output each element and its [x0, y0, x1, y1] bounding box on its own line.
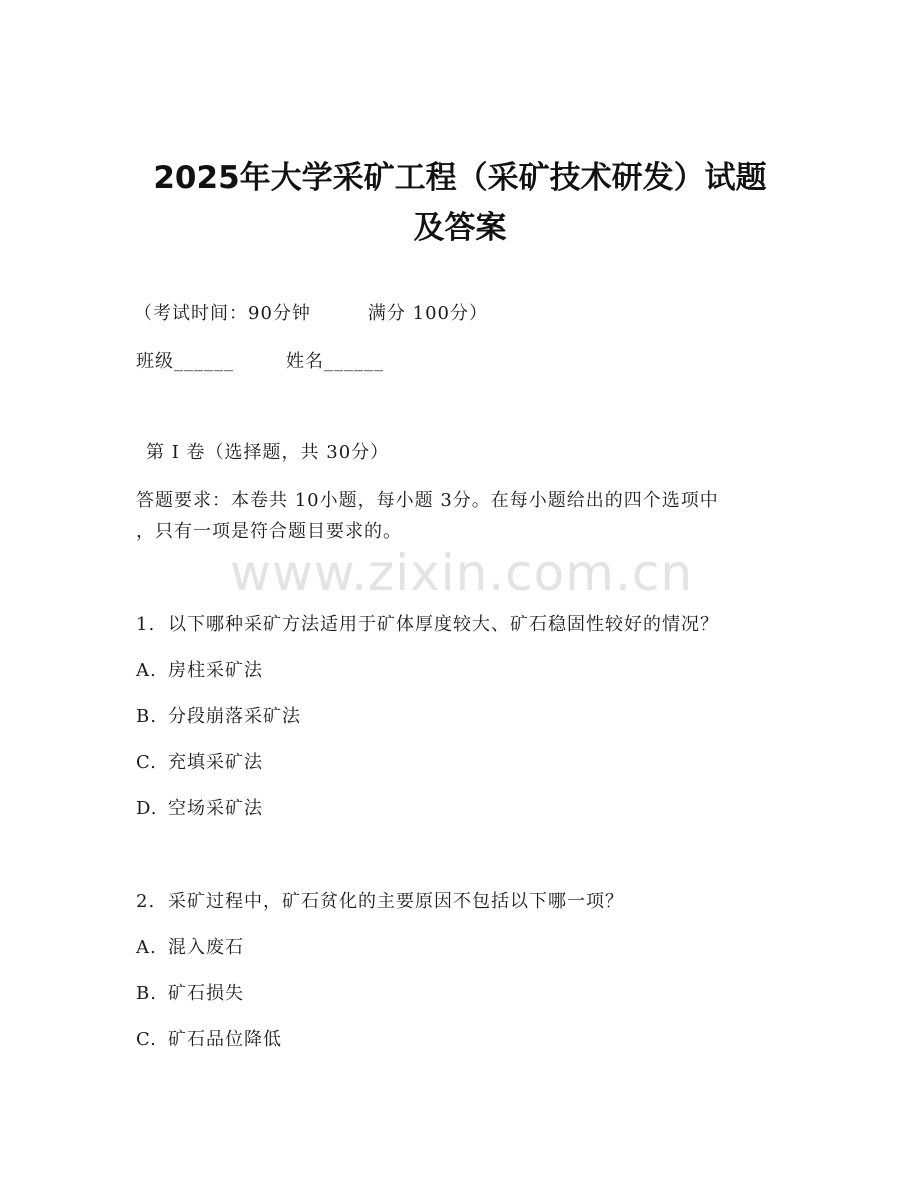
class-label: 班级______ [136, 351, 234, 372]
question-text: 以下哪种采矿方法适用于矿体厚度较大、矿石稳固性较好的情况？ [168, 614, 719, 635]
section-heading: 第 I 卷（选择题，共 30分） [146, 442, 390, 463]
option-text: 充填采矿法 [168, 752, 263, 773]
option-text: 空场采矿法 [168, 798, 263, 819]
question-text: 采矿过程中，矿石贫化的主要原因不包括以下哪一项？ [168, 891, 624, 912]
exam-info: （考试时间：90分钟 满分 100分） [134, 303, 488, 324]
instructions-line2: ，只有一项是符合题目要求的。 [136, 521, 402, 542]
option-letter: D. [136, 798, 158, 819]
class-name-row [136, 353, 384, 371]
question-2-option-a [136, 939, 244, 957]
question-1-option-b [136, 708, 301, 726]
option-letter: B. [136, 983, 157, 1004]
question-1-option-d [136, 800, 263, 818]
document-title-line1: 2025年大学采矿工程（采矿技术研发）试题 [153, 160, 767, 196]
question-2-option-b [136, 985, 244, 1003]
document-title-line2: 及答案 [413, 210, 507, 246]
question-number: 2. [136, 891, 156, 912]
option-text: 分段崩落采矿法 [168, 706, 301, 727]
option-letter: C. [136, 752, 157, 773]
option-letter: A. [136, 660, 157, 681]
option-letter: C. [136, 1029, 157, 1050]
question-1-option-c [136, 754, 263, 772]
question-2 [136, 893, 624, 911]
option-text: 房柱采矿法 [168, 660, 263, 681]
option-text: 矿石品位降低 [168, 1029, 282, 1050]
option-letter: B. [136, 706, 157, 727]
option-text: 混入废石 [168, 937, 244, 958]
option-letter: A. [136, 937, 157, 958]
question-1-option-a [136, 662, 263, 680]
question-2-option-c [136, 1031, 282, 1049]
question-number: 1. [136, 614, 156, 635]
question-1 [136, 616, 719, 634]
watermark: www.zixin.com.cn [230, 544, 694, 602]
name-label: 姓名______ [286, 351, 384, 372]
option-text: 矿石损失 [168, 983, 244, 1004]
instructions-line1: 答题要求：本卷共 10小题，每小题 3分。在每小题给出的四个选项中 [136, 490, 719, 511]
